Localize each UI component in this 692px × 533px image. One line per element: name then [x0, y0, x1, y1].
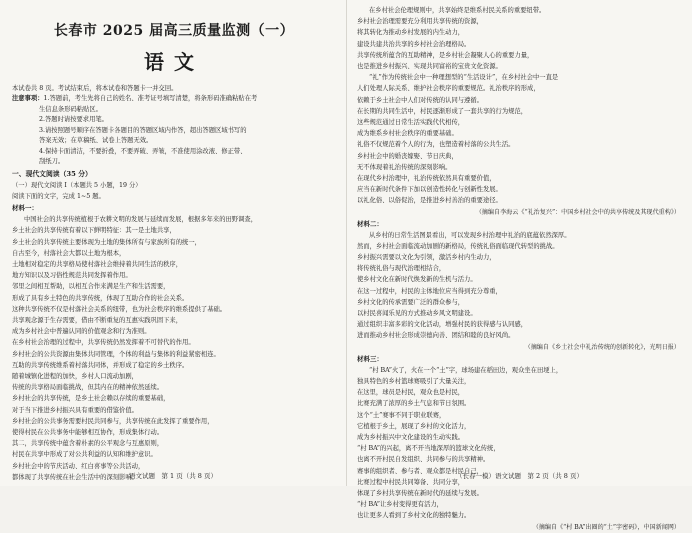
- source-citation: （摘编自李海云《“礼治复兴”：中国乡村社会中的共享传统及其现代重构》）: [475, 208, 680, 216]
- text-line: 乡村社会中的节庆活动、红白喜事等公共活动，: [12, 462, 145, 470]
- material-label: 材料一：: [12, 204, 38, 213]
- note-line: 1.答题前，考生先将自己的姓名、准考证号填写清楚，将条形码准确粘贴在考: [43, 95, 258, 103]
- note-line: 生信息条形码粘贴区。: [39, 105, 102, 113]
- text-line: 这种共享传统不仅是村落社会关系的纽带，也为社会秩序的维系提供了基础。: [12, 305, 227, 313]
- exam-title: 长春市 2025 届高三质量监测（一）: [53, 23, 295, 39]
- text-line: 都体现了共享传统在社会生活中的深刻影响。: [12, 473, 138, 481]
- notes-label: 注意事项：: [12, 95, 44, 103]
- text-line: 乡村文化的传承需要广泛的群众参与，: [357, 298, 465, 306]
- text-line: 传统的共享格局面临挑战，但其内在的精神依然延续。: [12, 384, 164, 392]
- material3-text: [357, 365, 680, 522]
- text-line: 乡村社会中的婚丧嫁娶、节日庆典，: [357, 152, 458, 160]
- note-line: 2.答题时请按要求用笔。: [39, 116, 108, 124]
- text-line: 乡村社会治理需要充分利用共享传统的资源，: [357, 18, 483, 26]
- text-line: 乡村振兴需要以文化为引领，激活乡村内生动力，: [357, 254, 496, 262]
- text-line: 乡土社会的共享传统主要体现为土地的集体所有与家族所有的统一，: [12, 238, 201, 246]
- text-line: 比赛过程中村民共同筹备、共同分享，: [357, 478, 465, 486]
- text-line: 互助的共享传统维系着村落共同体，并形成了稳定的乡土秩序。: [12, 361, 189, 369]
- text-line: 地方知识以及习俗性规范共同发挥着作用。: [12, 272, 132, 280]
- text-line: 使得村民在公共事务中能够相互协作，形成集体行动。: [12, 428, 164, 436]
- text-line: 共享传统所蕴含的互助精神，是乡村社会凝聚人心的重要力量，: [357, 51, 534, 59]
- material1-text: [12, 214, 336, 483]
- text-line: 乡村社会的公共资源由集体共同管理，个体的利益与集体的利益紧密相连。: [12, 350, 220, 358]
- text-line: 形成了具有乡土特色的共享传统，体现了互助合作的社会关系。: [12, 294, 189, 302]
- source-citation: （摘编自《“村 BA”出圈的“土”字密码》，中国新闻网）: [532, 523, 680, 531]
- reading-instruction: 阅读下面的文字，完成 1~5 题。: [12, 192, 105, 200]
- source-citation: （摘编自《乡土社会中礼治传统的创新转化》，光明日报）: [524, 343, 680, 351]
- text-line: 它植根于乡土，展现了乡村的文化活力，: [357, 422, 471, 430]
- left-page: [0, 0, 346, 486]
- text-line: 在这一过程中，村民的主体地位应当得到充分尊重，: [357, 287, 502, 295]
- text-line: “村 BA”火了，火在一个“土”字，球场建在稻田边，观众坐在田埂上，: [369, 366, 563, 374]
- text-line: 乡村社会的共享传统，是乡土社会赖以存续的重要基础，: [12, 395, 170, 403]
- text-line: 在长期的共同生活中，村民逐渐形成了一套共享的行为规范，: [357, 107, 528, 115]
- text-line: 土地相对稳定的共享格局使村落社会维持着共同生活的秩序，: [12, 260, 183, 268]
- text-line: 赛事的组织者、参与者、观众都是村民自己，: [357, 467, 483, 475]
- text-line: 进而推动乡村社会形成崇德向善、团结和睦的良好风尚。: [357, 332, 515, 340]
- continued-text: [357, 5, 680, 72]
- text-line: 成为乡村振兴中文化建设的生动实践。: [357, 433, 465, 441]
- material2-text: [357, 230, 680, 342]
- material-label: 材料二：: [357, 219, 383, 228]
- text-line: “村 BA”的兴起，离不开当地深厚的篮球文化传统，: [357, 445, 500, 453]
- note-line: 4.保持卡面清洁，不要折叠，不要弄破、弄皱，不准使用涂改液、修正带、: [39, 147, 247, 155]
- text-line: 乡村社会的公共事务需要村民共同参与，共享传统在此发挥了重要作用，: [12, 417, 214, 425]
- text-line: 在这里，球员是村民，观众也是村民，: [357, 389, 465, 397]
- text-line: 邻里之间相互帮助，以相互合作来满足生产和生活需要，: [12, 283, 170, 291]
- text-line: 独具特色的乡村篮球赛吸引了大量关注，: [357, 377, 471, 385]
- material-label: 材料三：: [357, 354, 383, 363]
- notes-block: [12, 94, 336, 168]
- text-line: 将其转化为推动乡村发展的内生动力，: [357, 29, 465, 37]
- text-line: 体现了乡村共享传统在新时代的延续与发展。: [357, 489, 483, 497]
- text-line: 这个“土”赛事不同于职业联赛，: [357, 411, 446, 419]
- page-footer: （长春一模）语文试题 第 2 页（共 8 页）: [455, 472, 584, 480]
- text-line: 也离不开村民自发组织、共同参与的共享精神。: [357, 456, 490, 464]
- text-line: 在乡村社会伦理规则中，共享始终是维系村民关系的重要纽带。: [369, 7, 546, 14]
- text-line: 以村民喜闻乐见的方式推动乡风文明建设。: [357, 310, 477, 318]
- text-line: 村民在共享中形成了对公共利益的认知和维护意识。: [12, 451, 157, 459]
- note-line: 3.请按照题号顺序在答题卡各题目的答题区域内作答，超出答题区域书写的: [39, 126, 247, 134]
- text-line: 依赖于乡土社会中人们对传统的认同与遵循。: [357, 96, 483, 104]
- text-line: 在乡村社会治理的过程中，共享传统仍然发挥着不可替代的作用。: [12, 339, 195, 347]
- subject-title: 语文: [144, 50, 204, 74]
- text-line: 无不体现着礼治传统的深刻影响。: [357, 163, 452, 171]
- text-line: 然而，乡村社会面临流动加剧的新格局，传统礼俗面临现代转型的挑战。: [357, 242, 559, 250]
- text-line: 比赛充满了浓厚的乡土气息和节日氛围。: [357, 400, 471, 408]
- text-line: 自古至今，村落社会大都以土地为根本，: [12, 249, 126, 257]
- text-line: 通过组织丰富多彩的文化活动，增强村民的获得感与认同感，: [357, 321, 528, 329]
- text-line: 对于当下推进乡村振兴具有重要的借鉴价值。: [12, 406, 138, 414]
- intro-text: 本试卷共 8 页。考试结束后，将本试卷和答题卡一并交回。: [12, 85, 178, 92]
- text-line: 成为乡村社会中普遍认同的价值观念和行为准则。: [12, 328, 151, 336]
- text-line: “村 BA”让乡村变得更有活力，: [357, 501, 443, 509]
- text-line: 也是推进乡村振兴、实现共同富裕的宝贵文化资源。: [357, 63, 502, 71]
- text-line: 将传统礼俗与现代治理相结合，: [357, 265, 446, 273]
- text-line: 共享观念源于生存需要，借由不断重复的互惠实践巩固下来，: [12, 316, 183, 324]
- text-line: 中国社会的共享传统植根于农耕文明的发展与延续而发展，根据多年来的田野调查，: [24, 216, 257, 224]
- text-line: 也让更多人看到了乡村文化的独特魅力。: [357, 512, 471, 520]
- text-line: 使乡村文化在新时代焕发新的生机与活力。: [357, 276, 477, 284]
- text-line: 其二，共享传统中蕴含着朴素的公平观念与互惠原则，: [12, 440, 164, 448]
- right-page: [346, 0, 692, 531]
- text-line: 人们处理人际关系、维护社会秩序的重要规范。礼治秩序的形成，: [357, 85, 540, 93]
- li-paragraph: [357, 72, 680, 206]
- text-line: 在现代乡村治理中，礼治传统依然具有重要价值，: [357, 175, 496, 183]
- text-line: 应当在新时代条件下加以创造性转化与创新性发展。: [357, 186, 502, 194]
- section-heading: 一、现代文阅读（35 分）: [12, 169, 92, 178]
- note-line: 答案无效；在草稿纸、试卷上答题无效。: [39, 137, 153, 145]
- note-line: 刮纸刀。: [39, 158, 65, 166]
- text-line: 建设共建共治共享的乡村社会治理格局。: [357, 40, 471, 48]
- page-footer: 语文试题 第 1 页（共 8 页）: [128, 472, 218, 480]
- subsection-heading: （一）现代文阅读 I（本题共 5 小题，19 分）: [12, 181, 142, 189]
- text-line: 这些规范通过日常生活实践代代相传，: [357, 119, 465, 127]
- text-line: 礼俗不仅规范着个人的行为，也塑造着村落的公共生活。: [357, 141, 515, 149]
- text-line: “礼”作为传统社会中一种理想型的“生活设计”，在乡村社会中一直是: [369, 74, 559, 82]
- text-line: 成为维系乡村社会秩序的重要基础。: [357, 130, 458, 138]
- text-line: 从乡村的日常生活图景看出，可以发现乡村治理中礼治的底蕴依然深厚。: [369, 231, 571, 239]
- text-line: 乡土社会的共享传统有着以下鲜明特征：其一是土地共享，: [12, 227, 176, 235]
- text-line: 随着城镇化进程的加快，乡村人口流动加剧，: [12, 372, 138, 380]
- text-line: 以礼化俗、以俗促治，是推进乡村善治的重要途径。: [357, 197, 502, 205]
